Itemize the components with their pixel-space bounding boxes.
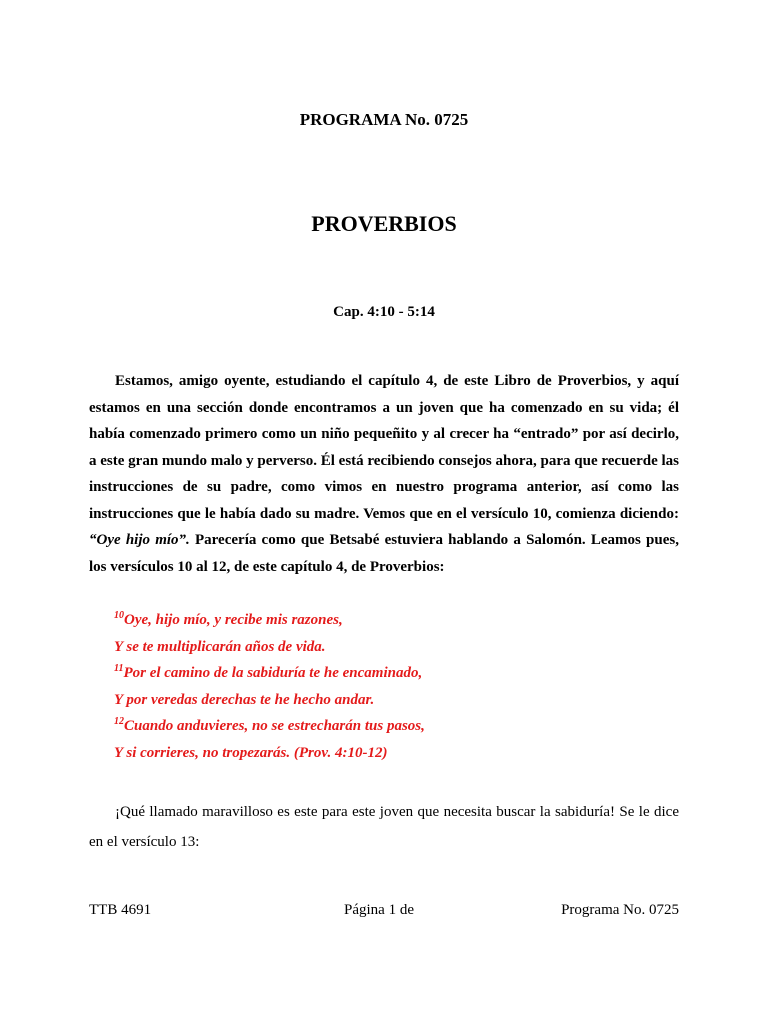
verse-line [114,634,425,661]
second-paragraph-text: ¡Qué llamado maravilloso es este para este joven que necesita buscar la sabiduría! Se le dice en el versículo 13: [89,804,679,850]
footer-code: TTB 4691 [89,902,152,918]
chapter-reference: Cap. 4:10 - 5:14 [333,304,435,320]
verse-text: Y si corrieres, no tropezarás. (Prov. 4:10-12) [114,744,388,761]
verse-text: Por el camino de la sabiduría te he encaminado, [123,665,423,681]
footer-program: Programa No. 0725 [561,902,679,918]
second-paragraph [89,797,679,857]
verse-text: Y se te multiplicarán años de vida. [114,638,326,655]
verse-number: 10 [114,610,124,621]
page-title: PROVERBIOS [311,211,457,236]
verse-number: 11 [114,663,124,674]
verse-text: Y por veredas derechas te he hecho andar. [114,691,375,708]
program-number: PROGRAMA No. 0725 [299,110,469,129]
verse-text: Oye, hijo mío, y recibe mis razones, [124,612,343,628]
verse-text: Cuando anduvieres, no se estrecharán tus pasos, [124,718,425,734]
verse-line [114,713,425,740]
footer-page-number: Página 1 de [344,902,414,918]
verse-line [114,607,425,634]
verse-line [114,687,425,714]
intro-quote: “Oye hijo mío”. [89,532,190,548]
page-footer [89,902,679,922]
scripture-verses [114,607,425,766]
intro-paragraph [89,368,679,580]
verse-line [114,660,425,687]
verse-number: 12 [114,716,124,727]
verse-line [114,740,425,767]
intro-text: Estamos, amigo oyente, estudiando el capítulo 4, de este Libro de Proverbios, y aquí estamos en una sección donde encontramos a un joven que ha comenzado en su vida; él había comenzado primero como un niño pequeñito y al crecer ha “entrado” por así decirlo, a este gran mundo malo y perverso. Él está recibiendo consejos ahora, para que recuerde las instrucciones de su padre, como vimos en nuestro programa anterior, así como las instrucciones que le había dado su madre. Vemos que en el versículo 10, comienza diciendo: [89,373,679,522]
intro-text-continued: Parecería como que Betsabé estuviera hablando a Salomón. Leamos pues, los versículos 10 al 12, de este capítulo 4, de Proverbios: [89,532,679,575]
